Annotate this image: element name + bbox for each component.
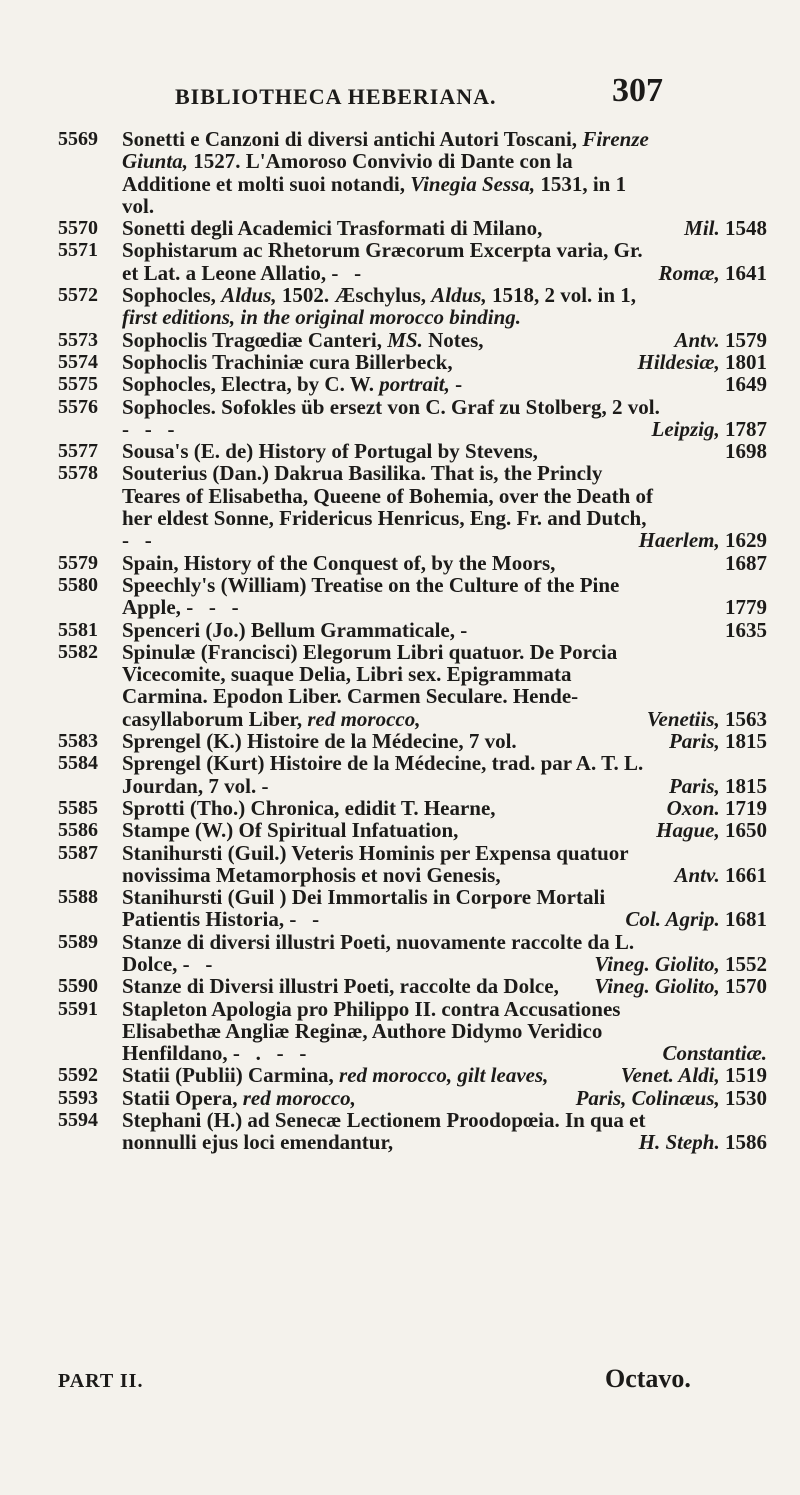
entry-place: Paris, [668,729,720,754]
catalogue-entry [0,284,800,329]
entry-imprint [725,373,767,395]
entry-place: Col. Agrip. [625,907,720,932]
entry-place: Antv. [674,327,720,352]
page-number: 307 [612,72,663,109]
catalogue-entry [0,462,800,551]
entry-imprint [639,1131,767,1153]
entry-title: Sophocles. Sofokles üb ersezt von C. Graf zu Stolberg, 2 vol. [122,394,660,419]
entry-dash-fill: - - [289,907,320,932]
entry-place: Hildesiæ, [637,349,720,374]
entry-title: Sophoclis Trachiniæ cura Billerbeck, [122,349,453,374]
catalogue-entry [0,842,800,887]
entry-year: 1649 [725,372,767,397]
entry-year: 1779 [725,595,767,620]
entry-title: Sprengel (Kurt) Histoire de la Médecine, trad. par A. T. L. Jourdan, 7 vol. [122,751,644,798]
catalogue-entry [0,1064,800,1086]
catalogue-entry [0,931,800,976]
page-header [0,72,800,112]
entry-year: 1801 [725,349,767,374]
entry-dash-fill: - [455,372,463,397]
entry-imprint [674,864,767,886]
entry-number: 5575 [58,373,98,396]
entry-title: Stephani (H.) ad Senecæ Lectionem Proodopœia. In qua et nonnulli ejus loci emendantur, [122,1108,646,1155]
entry-year: 1548 [725,216,767,241]
entry-imprint [663,1042,767,1064]
entry-number: 5588 [58,886,98,909]
entry-title: Spenceri (Jo.) Bellum Grammaticale, [122,617,456,642]
catalogue-entry [0,239,800,284]
entry-place: Paris, Colinæus, [575,1085,720,1110]
catalogue-entry [0,886,800,931]
entry-year: 1641 [725,260,767,285]
entry-place: Vineg. Giolito, [594,974,720,999]
entry-number: 5572 [58,284,98,307]
entry-dash-fill: - - - [122,416,175,441]
entry-title: Spain, History of the Conquest of, by the Moors, [122,550,556,575]
entry-year: 1661 [725,862,767,887]
entry-imprint [725,596,767,618]
entry-imprint [725,440,767,462]
catalogue-entry [0,217,800,239]
entry-italic: red morocco, [307,706,421,731]
entry-year: 1698 [725,439,767,464]
entry-year: 1687 [725,550,767,575]
entry-year: 1563 [725,706,767,731]
entry-number: 5578 [58,462,98,485]
entry-text: 1531, in 1 vol. [122,171,627,218]
entry-imprint [674,329,767,351]
entry-imprint [652,418,768,440]
entry-number: 5586 [58,819,98,842]
entry-title: Stapleton Apologia pro Philippo II. contra Accusationes Elisabethæ Angliæ Reginæ, Authore Didymo Veridico Henfildano, [122,996,621,1066]
entry-number: 5574 [58,350,98,373]
entry-title: Sprengel (K.) Histoire de la Médecine, 7 vol. [122,729,517,754]
catalogue-entry [0,1109,800,1154]
entry-number: 5579 [58,551,98,574]
catalogue-entry [0,396,800,441]
catalogue-entry [0,373,800,395]
entry-dash-fill: - - [182,951,213,976]
entry-italic: MS. [387,327,423,352]
entry-number: 5573 [58,328,98,351]
entry-title: Stanihursti (Guil ) Dei Immortalis in Corpore Mortali Patientis Historia, [122,885,606,932]
entry-imprint [725,619,767,641]
part-label: PART II. [58,1370,144,1392]
entry-place: Vineg. Giolito, [594,951,720,976]
entry-number: 5570 [58,217,98,240]
entry-place: Mil. [684,216,720,241]
entry-year: 1570 [725,974,767,999]
entry-place: Romæ, [658,260,720,285]
entry-number: 5594 [58,1109,98,1132]
entry-year: 1629 [725,528,767,553]
entry-place: H. Steph. [638,1130,720,1155]
entry-place: Oxon. [666,795,720,820]
entry-title: Sophistarum ac Rhetorum Græcorum Excerpta varia, Gr. et Lat. a Leone Allatio, [122,238,643,285]
entry-dash-fill: - - [331,260,362,285]
entry-imprint [594,975,767,997]
entry-imprint [684,217,767,239]
entry-italic: Firenze Giunta, [122,127,649,174]
entry-number: 5583 [58,730,98,753]
catalogue-entry [0,975,800,997]
entry-italic: Aldus, [431,283,487,308]
entry-number: 5593 [58,1086,98,1109]
entry-place: Venet. Aldi, [620,1063,720,1088]
entry-note: first editions, in the original morocco binding. [122,305,522,330]
entry-italic: Vinegia Sessa, [410,171,536,196]
entry-title: Sophoclis Tragœdiæ Canteri, [122,327,382,352]
entry-imprint [639,529,767,551]
entry-title: Spinulæ (Francisci) Elegorum Libri quatuor. De Porcia Vicecomite, suaque Delia, Libri sex. Epigrammata Carmina. Epodon Liber. Carmen Seculare. Hende-casyllaborum Liber, [122,639,618,731]
entry-title: Statii Opera, [122,1085,238,1110]
entry-place: Venetiis, [646,706,720,731]
entry-imprint [667,797,767,819]
entry-dash-fill: - [460,617,468,642]
entry-title: Sousa's (E. de) History of Portugal by Stevens, [122,439,538,464]
entry-imprint [625,908,767,930]
entry-italic: red morocco, [242,1085,356,1110]
entry-year: 1519 [725,1063,767,1088]
entry-title: Stanze di Diversi illustri Poeti, raccolte da Dolce, [122,974,559,999]
catalogue-entry [0,329,800,351]
catalogue-entry [0,351,800,373]
entry-year: 1530 [725,1085,767,1110]
entry-imprint [638,351,768,373]
entry-number: 5590 [58,975,98,998]
entry-place: Constantiæ. [662,1041,767,1066]
catalogue-entry [0,552,800,574]
catalogue-entry [0,574,800,619]
format-label: Octavo. [605,1364,691,1393]
entry-year: 1815 [725,773,767,798]
entry-number: 5576 [58,395,98,418]
entry-number: 5584 [58,752,98,775]
entry-dash-fill: - - - [186,595,239,620]
entry-number: 5591 [58,997,98,1020]
entry-title: Sonetti degli Academici Trasformati di Milano, [122,216,543,241]
entry-number: 5581 [58,618,98,641]
catalogue-entry [0,730,800,752]
catalogue-entry [0,1087,800,1109]
entry-imprint [658,262,767,284]
entry-number: 5587 [58,841,98,864]
entry-title: Sophocles, Electra, by C. W. [122,372,375,397]
entry-italic: red morocco, gilt leaves, [339,1063,549,1088]
entry-text: 1518, 2 vol. in 1, [491,283,637,308]
entry-year: 1586 [725,1130,767,1155]
entry-title: Stampe (W.) Of Spiritual Infatuation, [122,818,459,843]
entry-text: 1502. Æschylus, [281,283,426,308]
entry-imprint [669,775,767,797]
entry-imprint [576,1087,767,1109]
entry-imprint [594,953,767,975]
catalogue-entry [0,128,800,217]
entry-dash-fill: - . - - [232,1041,307,1066]
entry-imprint [669,730,767,752]
entry-number: 5577 [58,440,98,463]
entry-year: 1635 [725,617,767,642]
entry-number: 5582 [58,640,98,663]
entry-title: Stanihursti (Guil.) Veteris Hominis per Expensa quatuor novissima Metamorphosis et novi Genesis, [122,840,629,887]
entry-italic: Aldus, [221,283,277,308]
entry-title: Souterius (Dan.) Dakrua Basilika. That is, the Princly Teares of Elisabetha, Queene of Bohemia, over the Death of her eldest Sonne, Fridericus Henricus, Eng. Fr. and Dutch, [122,461,653,531]
entry-dash-fill: - - [122,528,152,553]
entry-place: Hague, [656,818,720,843]
entry-text: Notes, [428,327,484,352]
entry-title: Sprotti (Tho.) Chronica, edidit T. Hearne, [122,795,496,820]
running-title: BIBLIOTHECA HEBERIANA. [175,84,497,109]
entry-title: Sophocles, [122,283,216,308]
catalogue-entry [0,752,800,797]
catalogue-entry [0,797,800,819]
entry-number: 5569 [58,128,98,150]
entry-title: Speechly's (William) Treatise on the Culture of the Pine Apple, [122,572,620,620]
catalogue-entry [0,998,800,1065]
entry-list [0,128,800,1154]
entry-italic: portrait, [379,372,450,397]
entry-place: Leipzig, [651,416,720,441]
page-footer [0,1364,800,1394]
entry-number: 5571 [58,239,98,262]
catalogue-entry [0,440,800,462]
entry-number: 5592 [58,1064,98,1087]
catalogue-entry [0,641,800,730]
entry-year: 1552 [725,951,767,976]
entry-title: Stanze di diversi illustri Poeti, nuovamente raccolte da L. Dolce, [122,929,635,976]
entry-imprint [647,708,767,730]
entry-imprint [725,552,767,574]
entry-number: 5585 [58,796,98,819]
entry-dash-fill: - [261,773,269,798]
entry-imprint [621,1064,767,1086]
entry-title: Sonetti e Canzoni di diversi antichi Autori Toscani, [122,127,578,151]
entry-year: 1787 [725,416,767,441]
catalogue-entry [0,619,800,641]
catalogue-entry [0,819,800,841]
entry-year: 1650 [725,818,767,843]
entry-place: Paris, [668,773,720,798]
entry-imprint [656,819,767,841]
entry-title: Statii (Publii) Carmina, [122,1063,334,1088]
entry-year: 1681 [725,907,767,932]
entry-place: Antv. [674,862,720,887]
entry-number: 5589 [58,930,98,953]
entry-year: 1579 [725,327,767,352]
entry-text: 1527. L'Amoroso Convivio di Dante con la Additione et molti suoi notandi, [122,149,573,196]
entry-number: 5580 [58,573,98,596]
entry-year: 1815 [725,729,767,754]
entry-place: Haerlem, [638,528,720,553]
entry-year: 1719 [725,795,767,820]
